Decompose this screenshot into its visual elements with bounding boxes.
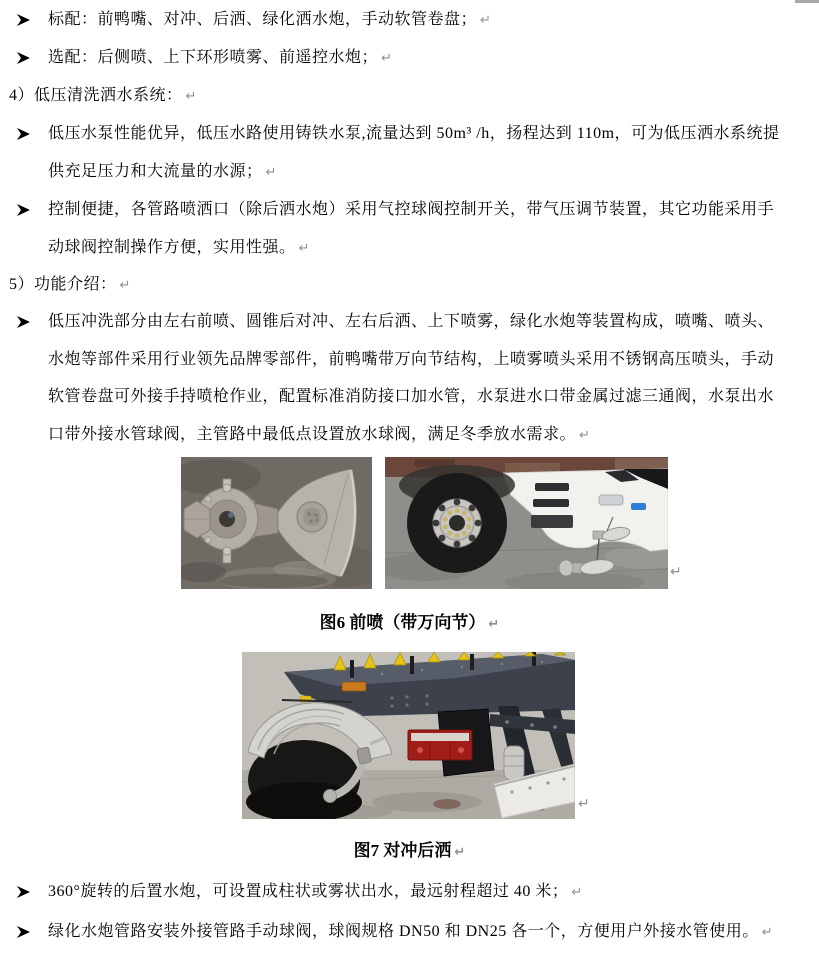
text-line xyxy=(48,303,813,341)
paragraph-mark: ↵ xyxy=(265,164,277,180)
paragraph-text: 供充足压力和大流量的水源； xyxy=(48,162,263,180)
figure7-caption xyxy=(0,840,819,864)
paragraph-mark: ↵ xyxy=(298,240,310,256)
text-line xyxy=(48,913,813,952)
text-line xyxy=(48,873,813,912)
paragraph-mark: ↵ xyxy=(381,51,393,66)
paragraph-text: 4）低压清洗洒水系统： xyxy=(9,87,183,104)
caption-text: 图7 对冲后洒 xyxy=(353,841,452,860)
numbered-heading xyxy=(9,77,813,116)
bullet-arrow-icon xyxy=(17,315,31,329)
figure6-caption xyxy=(0,612,819,636)
paragraph-text: 软管卷盘可外接手持喷枪作业，配置标准消防接口加水管，水泵进水口带金属过滤三通阀，水泵出水 xyxy=(48,388,775,406)
bullet-paragraph xyxy=(48,39,813,78)
bullet-paragraph xyxy=(48,115,813,191)
paragraph-mark: ↵ xyxy=(571,885,583,900)
paragraph-mark: ↵ xyxy=(579,427,591,443)
paragraph-text: 绿化水炮管路安装外接管路手动球阀，球阀规格 DN50 和 DN25 各一个，方便用户外接水管使用。 xyxy=(48,923,759,940)
text-line xyxy=(48,378,813,416)
paragraph-text: 动球阀控制操作方便，实用性强。 xyxy=(48,238,296,256)
paragraph-text: 口带外接水管球阀，主管路中最低点设置放水球阀，满足冬季放水需求。 xyxy=(48,425,577,443)
text-line xyxy=(48,229,813,268)
caption-text: 图6 前喷（带万向节） xyxy=(319,613,486,632)
paragraph-mark: ↵ xyxy=(578,796,590,812)
figure6-photo-duckbill-nozzle xyxy=(181,457,372,589)
bullet-arrow-icon xyxy=(17,885,31,899)
figure7-photo-rear-spray xyxy=(242,652,575,819)
paragraph-text: 水炮等部件采用行业领先品牌零部件，前鸭嘴带万向节结构，上喷雾喷头采用不锈钢高压喷头，手动 xyxy=(48,350,775,368)
paragraph-mark: ↵ xyxy=(119,278,131,293)
paragraph-text: 360°旋转的后置水炮，可设置成柱状或雾状出水，最远射程超过 40 米； xyxy=(48,883,569,900)
paragraph-text: 低压水泵性能优异，低压水路使用铸铁水泵,流量达到 50m³ /h，扬程达到 110m，可为低压洒水系统提 xyxy=(48,125,780,142)
paragraph-mark: ↵ xyxy=(488,617,500,632)
bullet-paragraph xyxy=(48,1,813,40)
paragraph-text: 标配：前鸭嘴、对冲、后洒、绿化洒水炮，手动软管卷盘； xyxy=(48,11,478,28)
text-line xyxy=(48,39,813,78)
paragraph-text: 选配：后侧喷、上下环形喷雾、前遥控水炮； xyxy=(48,49,379,66)
bullet-arrow-icon xyxy=(17,13,31,27)
paragraph-mark: ↵ xyxy=(454,845,466,860)
text-line xyxy=(48,416,813,455)
text-line xyxy=(48,341,813,379)
bullet-paragraph xyxy=(48,913,813,952)
text-line xyxy=(9,77,813,116)
bullet-paragraph xyxy=(48,873,813,912)
numbered-heading xyxy=(9,266,813,305)
bullet-arrow-icon xyxy=(17,925,31,939)
bullet-arrow-icon xyxy=(17,203,31,217)
bullet-paragraph xyxy=(48,303,813,454)
paragraph-text: 控制便捷，各管路喷洒口（除后洒水炮）采用气控球阀控制开关，带气压调节装置，其它功能采用手 xyxy=(48,201,775,218)
paragraph-mark: ↵ xyxy=(670,564,682,580)
figure6-photo-truck-front-nozzles xyxy=(385,457,668,589)
paragraph-mark: ↵ xyxy=(480,13,492,28)
text-line xyxy=(9,266,813,305)
text-line xyxy=(48,191,813,229)
text-line xyxy=(48,1,813,40)
bullet-arrow-icon xyxy=(17,51,31,65)
paragraph-text: 低压冲洗部分由左右前喷、圆锥后对冲、左右后洒、上下喷雾，绿化水炮等装置构成，喷嘴、喷头、 xyxy=(48,313,775,330)
text-line xyxy=(48,115,813,153)
paragraph-mark: ↵ xyxy=(185,89,197,104)
paragraph-mark: ↵ xyxy=(761,925,774,940)
text-line xyxy=(48,153,813,192)
bullet-arrow-icon xyxy=(17,127,31,141)
bullet-paragraph xyxy=(48,191,813,267)
paragraph-text: 5）功能介绍： xyxy=(9,276,117,293)
